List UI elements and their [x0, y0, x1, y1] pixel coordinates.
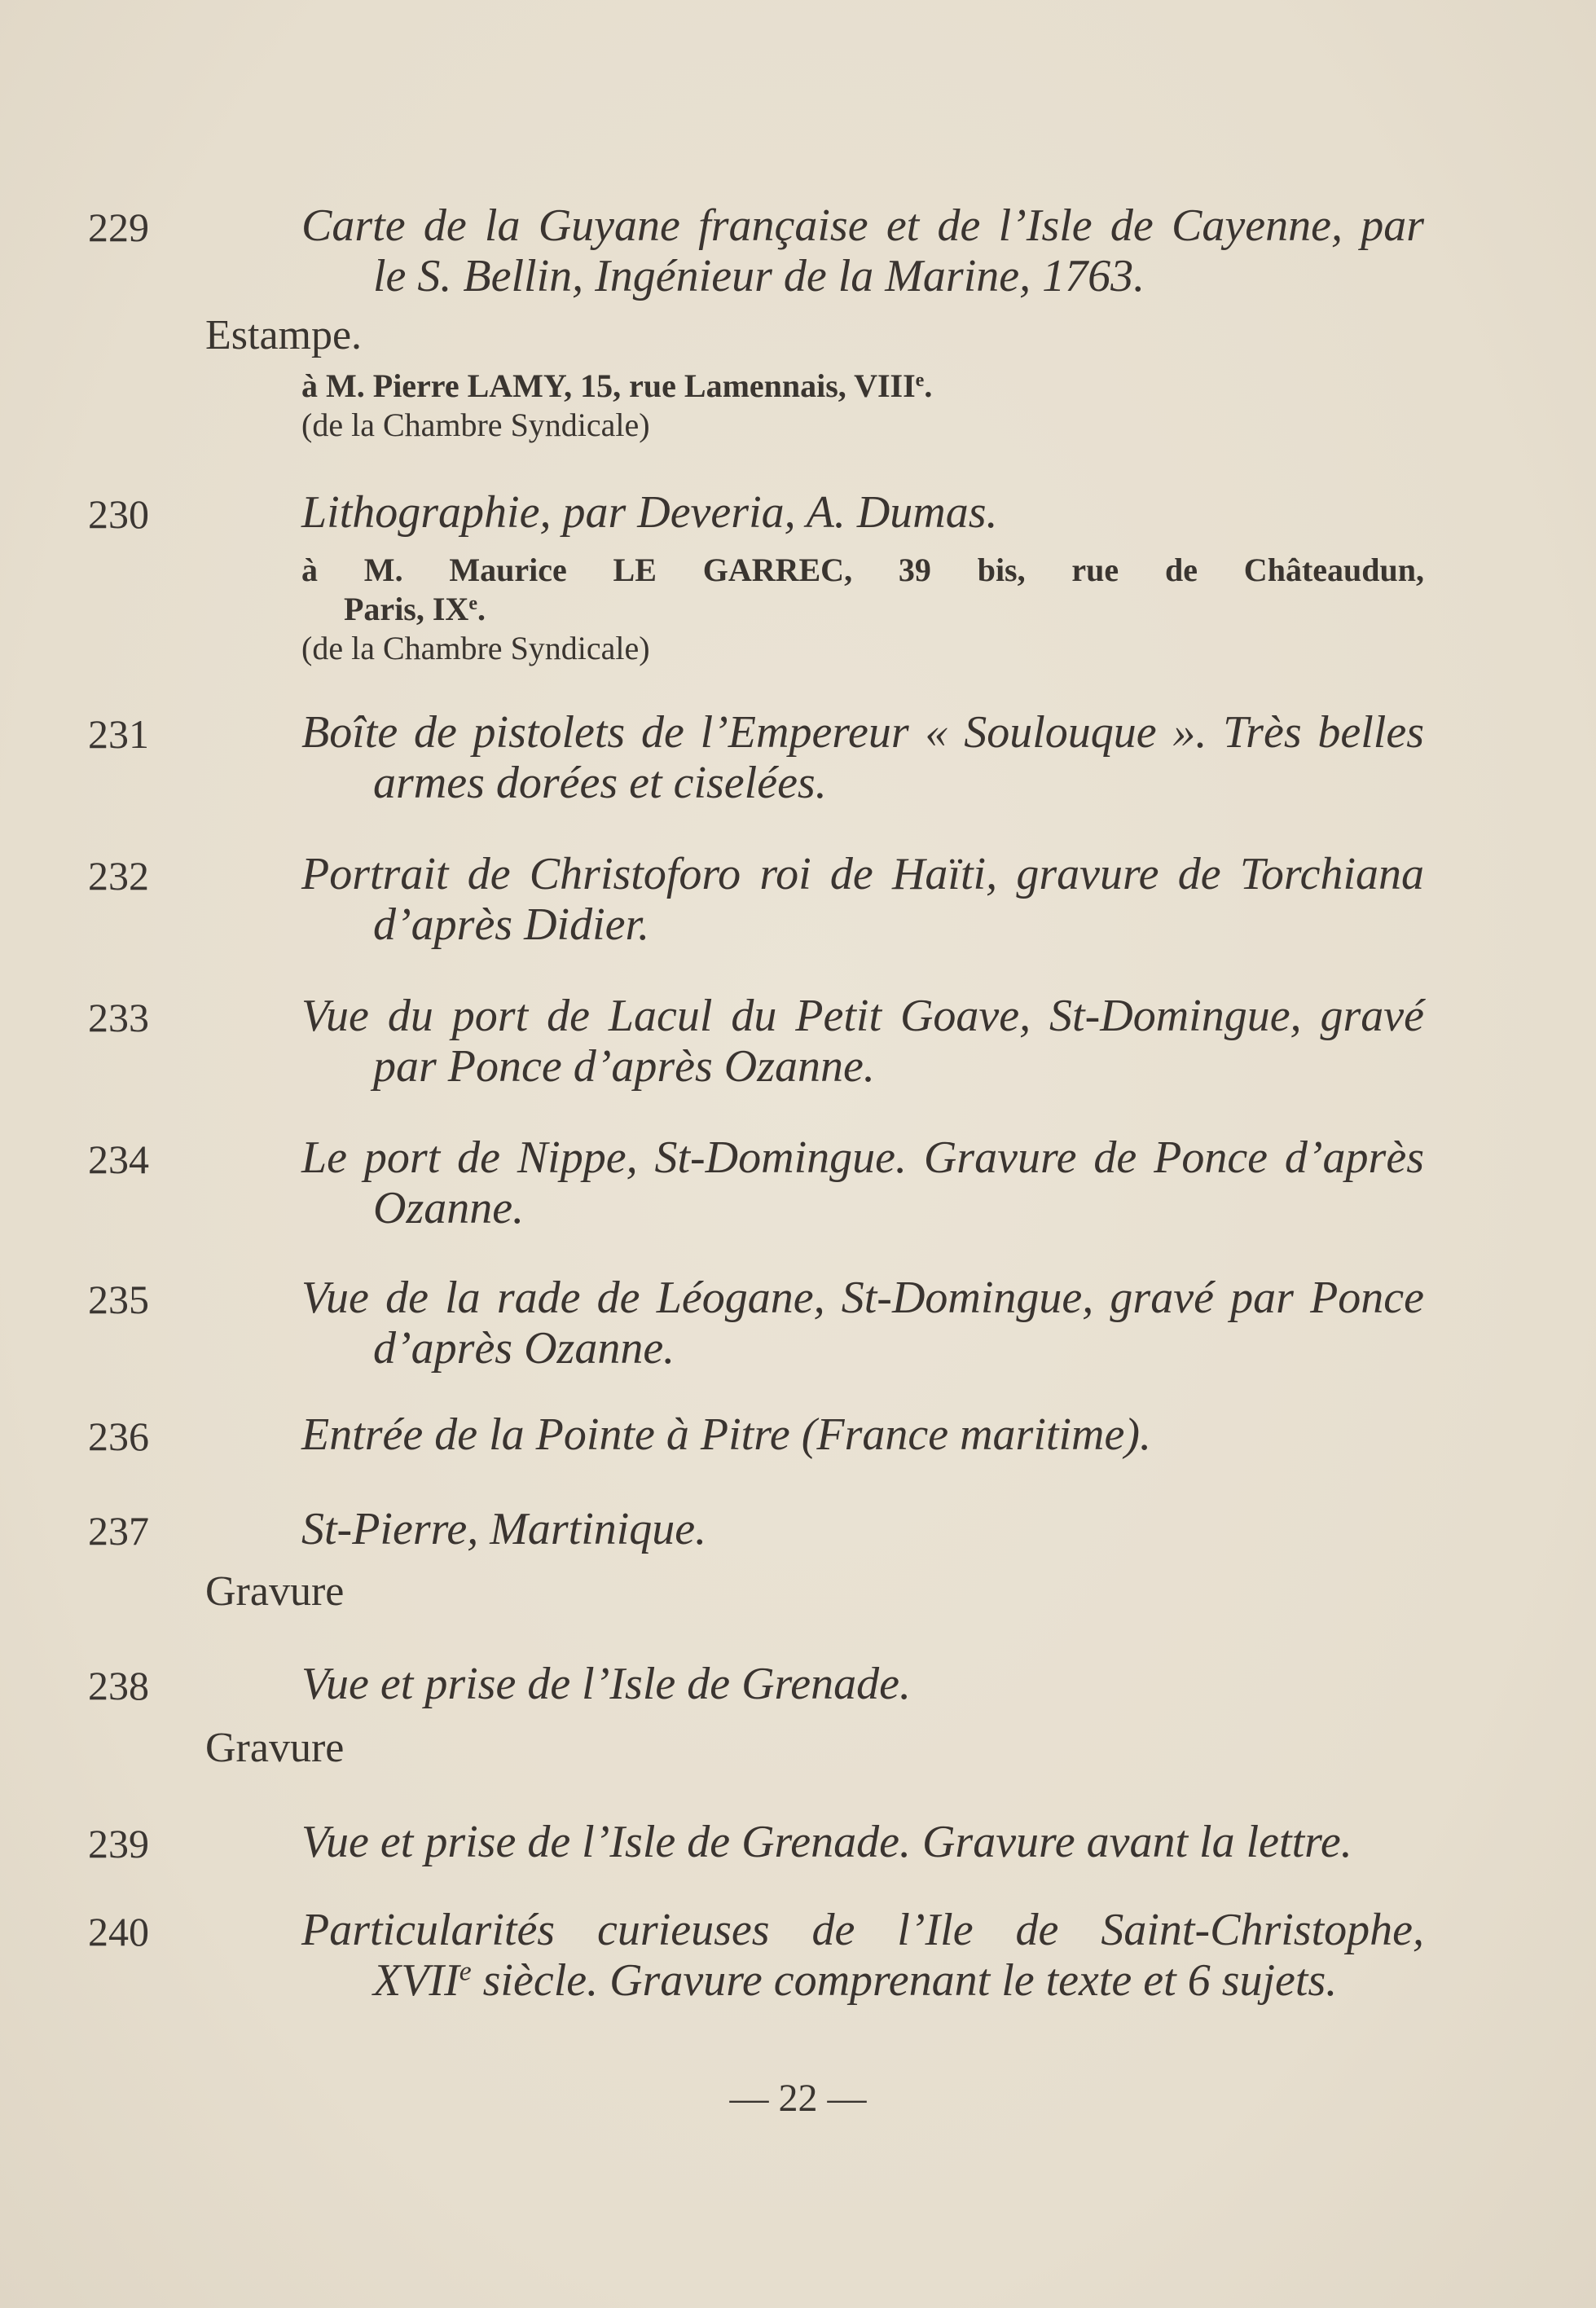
lot-title: Entrée de la Pointe à Pitre (France maritime). [301, 1409, 1151, 1460]
lot-title: St-Pierre, Martinique. [301, 1504, 707, 1554]
lot-kind: Gravure [205, 1725, 345, 1771]
lot-number: 234 [88, 1136, 149, 1182]
lot-number: 232 [88, 853, 149, 899]
lot-number: 238 [88, 1663, 149, 1708]
lot-number: 233 [88, 995, 149, 1040]
lot-title: Vue de la rade de Léogane, St-Domingue, gravé par Ponce d’après Ozanne. [301, 1273, 1424, 1374]
lot-title: Lithographie, par Deveria, A. Dumas. [301, 487, 998, 538]
lot-kind: Estampe. [205, 312, 363, 358]
lot-title: Portrait de Christoforo roi de Haïti, gravure de Torchiana d’après Didier. [301, 849, 1424, 950]
lot-number: 231 [88, 711, 149, 757]
lot-number: 235 [88, 1277, 149, 1322]
lot-number: 229 [88, 204, 149, 250]
lot-title: Carte de la Guyane française et de l’Isle de Cayenne, par le S. Bellin, Ingénieur de la Marine, 1763. [301, 200, 1424, 301]
lot-title: Vue et prise de l’Isle de Grenade. [301, 1659, 911, 1709]
lot-number: 237 [88, 1508, 149, 1554]
buyer-line: à M. Maurice LE GARREC, 39 bis, rue de Châteaudun, Paris, IXe. [301, 552, 1424, 627]
lot-title: Vue et prise de l’Isle de Grenade. Gravure avant la lettre. [301, 1817, 1352, 1867]
lot-kind: Gravure [205, 1568, 345, 1615]
lot-number: 236 [88, 1413, 149, 1459]
page-number: — 22 — [729, 2077, 867, 2120]
source-note: (de la Chambre Syndicale) [301, 407, 650, 443]
lot-title: Le port de Nippe, St-Domingue. Gravure de Ponce d’après Ozanne. [301, 1132, 1424, 1233]
lot-number: 240 [88, 1909, 149, 1954]
lot-title: Vue du port de Lacul du Petit Goave, St-Domingue, gravé par Ponce d’après Ozanne. [301, 991, 1424, 1092]
source-note: (de la Chambre Syndicale) [301, 630, 650, 666]
lot-title: Boîte de pistolets de l’Empereur « Soulouque ». Très belles armes dorées et ciselées. [301, 707, 1424, 808]
lot-number: 230 [88, 491, 149, 537]
buyer-line: à M. Pierre LAMY, 15, rue Lamennais, VIIIe. [301, 367, 933, 404]
lot-title: Particularités curieuses de l’Ile de Saint-Christophe, XVIIe siècle. Gravure comprenant le texte et 6 sujets. [301, 1905, 1424, 2006]
lot-number: 239 [88, 1821, 149, 1866]
